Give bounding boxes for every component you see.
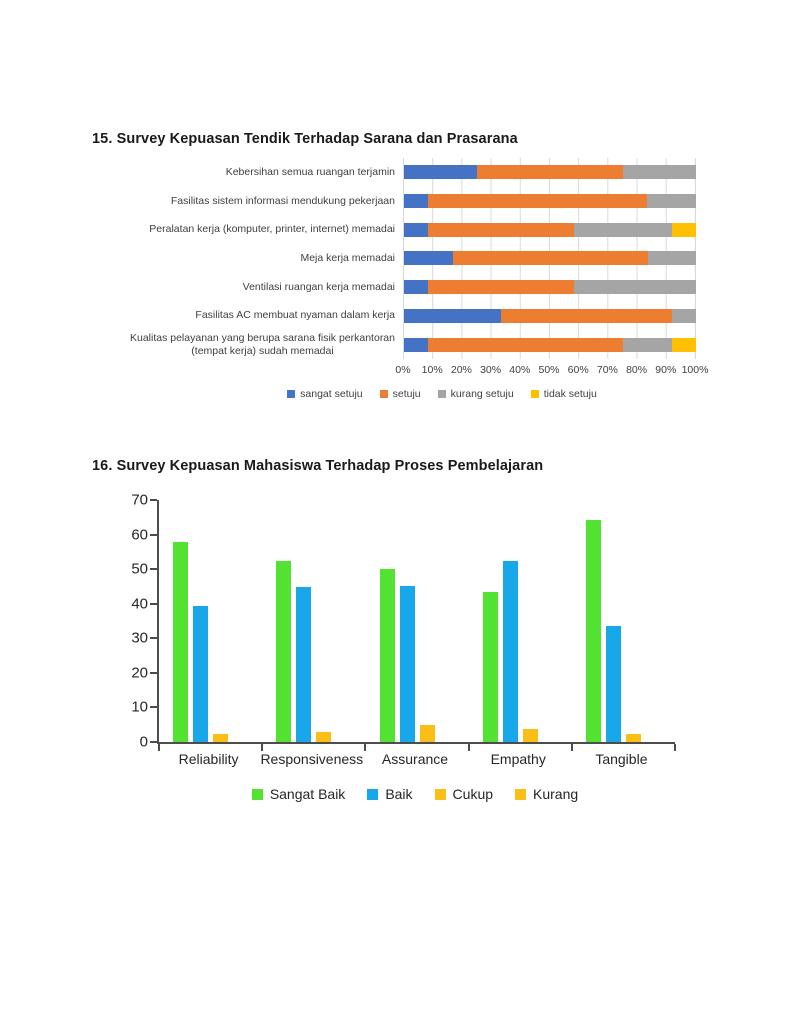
category-label-line: Meja kerja memadai: [300, 251, 395, 264]
segment-kurang-setuju: [672, 309, 696, 323]
category-label-line: Fasilitas sistem informasi mendukung pekerjaan: [170, 194, 395, 207]
legend-label: Kurang: [533, 786, 579, 802]
chart-16-y-tick-mark: [150, 672, 157, 674]
kurang-setuju-swatch-icon: [438, 390, 446, 398]
chart-15-x-tick-label: 80%: [626, 364, 648, 376]
chart-15-x-tick-label: 20%: [450, 364, 472, 376]
legend-item-kurang-setuju: [438, 388, 514, 400]
chart-16-y-tick-label: 10: [131, 698, 148, 716]
chart-16-group-responsiveness: [262, 500, 365, 742]
segment-setuju: [428, 223, 574, 237]
chart-15-legend: [188, 388, 696, 400]
bar-cukup: [523, 729, 538, 742]
segment-sangat-setuju: [404, 194, 428, 208]
bar-sangat-baik: [276, 561, 291, 742]
chart-16-category-label: Tangible: [595, 751, 648, 767]
legend-label: tidak setuju: [543, 388, 597, 400]
chart-16-y-tick-label: 30: [131, 629, 148, 647]
chart-16-y-tick-label: 70: [131, 491, 148, 509]
chart-16-category-label: Assurance: [381, 751, 449, 767]
chart-15-x-tick-label: 50%: [538, 364, 560, 376]
chart-15-x-tick-label: 40%: [509, 364, 531, 376]
chart-15-x-tick-label: 60%: [567, 364, 589, 376]
chart-15-x-tick-label: 10%: [421, 364, 443, 376]
segment-setuju: [501, 309, 672, 323]
category-label-line: Ventilasi ruangan kerja memadai: [242, 280, 395, 293]
legend-item-setuju: [380, 388, 421, 400]
chart-15-row: [92, 273, 696, 302]
chart-15-bar-stack: [404, 251, 696, 265]
category-label-line: (tempat kerja) sudah memadai: [191, 344, 334, 357]
chart-16-y-tick-mark: [150, 499, 157, 501]
chart-16-y-tick-mark: [150, 603, 157, 605]
bar-sangat-baik: [380, 569, 395, 742]
chart-16-y-tick-label: 20: [131, 664, 148, 682]
segment-kurang-setuju: [648, 251, 696, 265]
chart-16-section: [92, 455, 710, 820]
category-label-line: Kualitas pelayanan yang berupa sarana fisik perkantoran: [129, 331, 395, 344]
bar-baik: [503, 561, 518, 742]
chart-16-y-tick-mark: [150, 534, 157, 536]
legend-item-cukup: [435, 786, 493, 802]
chart-15-row: [92, 330, 696, 359]
category-label-line: Kebersihan semua ruangan terjamin: [225, 165, 395, 178]
legend-label: Sangat Baik: [269, 786, 346, 802]
segment-sangat-setuju: [404, 309, 501, 323]
legend-label: setuju: [392, 388, 421, 400]
segment-sangat-setuju: [404, 223, 428, 237]
chart-16-group-assurance: [365, 500, 468, 742]
chart-16-category-label: Empathy: [490, 751, 546, 767]
chart-15-bar-stack: [404, 309, 696, 323]
chart-15-category-label: [92, 195, 404, 208]
bar-baik: [606, 626, 621, 742]
segment-kurang-setuju: [574, 223, 672, 237]
chart-16-y-tick-label: 50: [131, 560, 148, 578]
segment-kurang-setuju: [647, 194, 696, 208]
legend-item-tidak-setuju: [531, 388, 597, 400]
chart-16-y-tick-label: 40: [131, 595, 148, 613]
chart-16-x-tick-mark: [261, 744, 263, 751]
sangat-setuju-swatch-icon: [287, 390, 295, 398]
bar-baik: [193, 606, 208, 742]
legend-item-sangat-setuju: [287, 388, 362, 400]
segment-setuju: [453, 251, 648, 265]
baik-swatch-icon: [367, 789, 378, 800]
chart-16-y-tick-mark: [150, 568, 157, 570]
segment-sangat-setuju: [404, 338, 428, 352]
chart-16-plot-area: [131, 491, 675, 751]
chart-15-category-label: [92, 223, 404, 236]
chart-15-x-tick-label: 90%: [655, 364, 677, 376]
segment-tidak-setuju: [672, 338, 696, 352]
bar-cukup: [420, 725, 435, 742]
bar-cukup: [316, 732, 331, 742]
chart-16-y-tick-label: 0: [139, 733, 148, 751]
chart-16-y-tick-mark: [150, 741, 157, 743]
bar-baik: [400, 586, 415, 742]
chart-15-bar-stack: [404, 194, 696, 208]
legend-label: Cukup: [452, 786, 494, 802]
chart-15-x-axis: [395, 364, 709, 378]
legend-item-kurang: [515, 786, 578, 802]
kurang-swatch-icon: [515, 789, 526, 800]
bar-cukup: [213, 734, 228, 742]
chart-16-y-tick-mark: [150, 637, 157, 639]
segment-kurang-setuju: [623, 165, 696, 179]
legend-item-sangat-baik: [252, 786, 346, 802]
legend-label: kurang setuju: [450, 388, 514, 400]
chart-15-bar-stack: [404, 280, 696, 294]
chart-15-bar-stack: [404, 165, 696, 179]
segment-sangat-setuju: [404, 251, 453, 265]
chart-16-category-label: Responsiveness: [260, 751, 364, 767]
segment-setuju: [428, 280, 574, 294]
bar-sangat-baik: [483, 592, 498, 742]
chart-15-category-label: [92, 332, 404, 358]
chart-16-category-label: Reliability: [178, 751, 239, 767]
bar-sangat-baik: [173, 542, 188, 743]
chart-15-x-tick-label: 0%: [395, 364, 411, 376]
chart-15-row: [92, 158, 696, 187]
sangat-baik-swatch-icon: [252, 789, 263, 800]
chart-16-group-empathy: [469, 500, 572, 742]
legend-item-baik: [367, 786, 412, 802]
chart-16-x-tick-mark: [158, 744, 160, 751]
segment-setuju: [477, 165, 623, 179]
tidak-setuju-swatch-icon: [531, 390, 539, 398]
chart-15-bar-stack: [404, 223, 696, 237]
chart-15-plot-area: [92, 158, 696, 359]
legend-label: sangat setuju: [300, 388, 363, 400]
category-label-line: Fasilitas AC membuat nyaman dalam kerja: [195, 309, 395, 322]
chart-15-x-tick-label: 30%: [480, 364, 502, 376]
bar-sangat-baik: [586, 520, 601, 742]
chart-15-x-tick-label: 70%: [596, 364, 618, 376]
segment-kurang-setuju: [574, 280, 696, 294]
chart-16-group-tangible: [572, 500, 675, 742]
chart-16-group-reliability: [159, 500, 262, 742]
chart-16-bar-groups: [159, 500, 675, 742]
chart-15-row: [92, 215, 696, 244]
chart-16-x-tick-mark: [468, 744, 470, 751]
chart-15-category-label: [92, 252, 404, 265]
chart-16-x-tick-mark: [571, 744, 573, 751]
segment-tidak-setuju: [672, 223, 696, 237]
chart-15-row: [92, 244, 696, 273]
bar-cukup: [626, 734, 641, 742]
legend-label: Baik: [385, 786, 413, 802]
chart-15-section: [92, 131, 709, 411]
chart-16-x-tick-mark: [364, 744, 366, 751]
chart-15-row: [92, 302, 696, 331]
category-label-text: [130, 332, 395, 358]
chart-15-bar-stack: [404, 338, 696, 352]
chart-16-legend: [157, 786, 673, 802]
chart-15-rows: [92, 158, 696, 359]
bar-baik: [296, 587, 311, 742]
chart-16-x-tick-mark: [674, 744, 676, 751]
category-label-text: [243, 281, 395, 294]
segment-sangat-setuju: [404, 165, 477, 179]
category-label-text: [195, 309, 395, 322]
chart-15-category-label: [92, 309, 404, 322]
chart-16-y-tick-mark: [150, 706, 157, 708]
category-label-text: [226, 166, 395, 179]
chart-16-category-labels: [157, 751, 673, 767]
cukup-swatch-icon: [435, 789, 446, 800]
chart-15-category-label: [92, 166, 404, 179]
chart-16-y-tick-label: 60: [131, 526, 148, 544]
chart-16-title: 16. Survey Kepuasan Mahasiswa Terhadap Proses Pembelajaran: [92, 458, 544, 474]
segment-setuju: [428, 338, 623, 352]
chart-15-category-label: [92, 281, 404, 294]
setuju-swatch-icon: [380, 390, 388, 398]
category-label-text: [149, 223, 395, 236]
chart-15-title: 15. Survey Kepuasan Tendik Terhadap Sarana dan Prasarana: [92, 131, 518, 147]
segment-setuju: [428, 194, 647, 208]
category-label-line: Peralatan kerja (komputer, printer, internet) memadai: [149, 223, 395, 236]
chart-15-row: [92, 187, 696, 216]
category-label-text: [171, 195, 395, 208]
segment-kurang-setuju: [623, 338, 672, 352]
chart-15-x-tick-label: 100%: [681, 364, 709, 376]
segment-sangat-setuju: [404, 280, 428, 294]
category-label-text: [300, 252, 395, 265]
